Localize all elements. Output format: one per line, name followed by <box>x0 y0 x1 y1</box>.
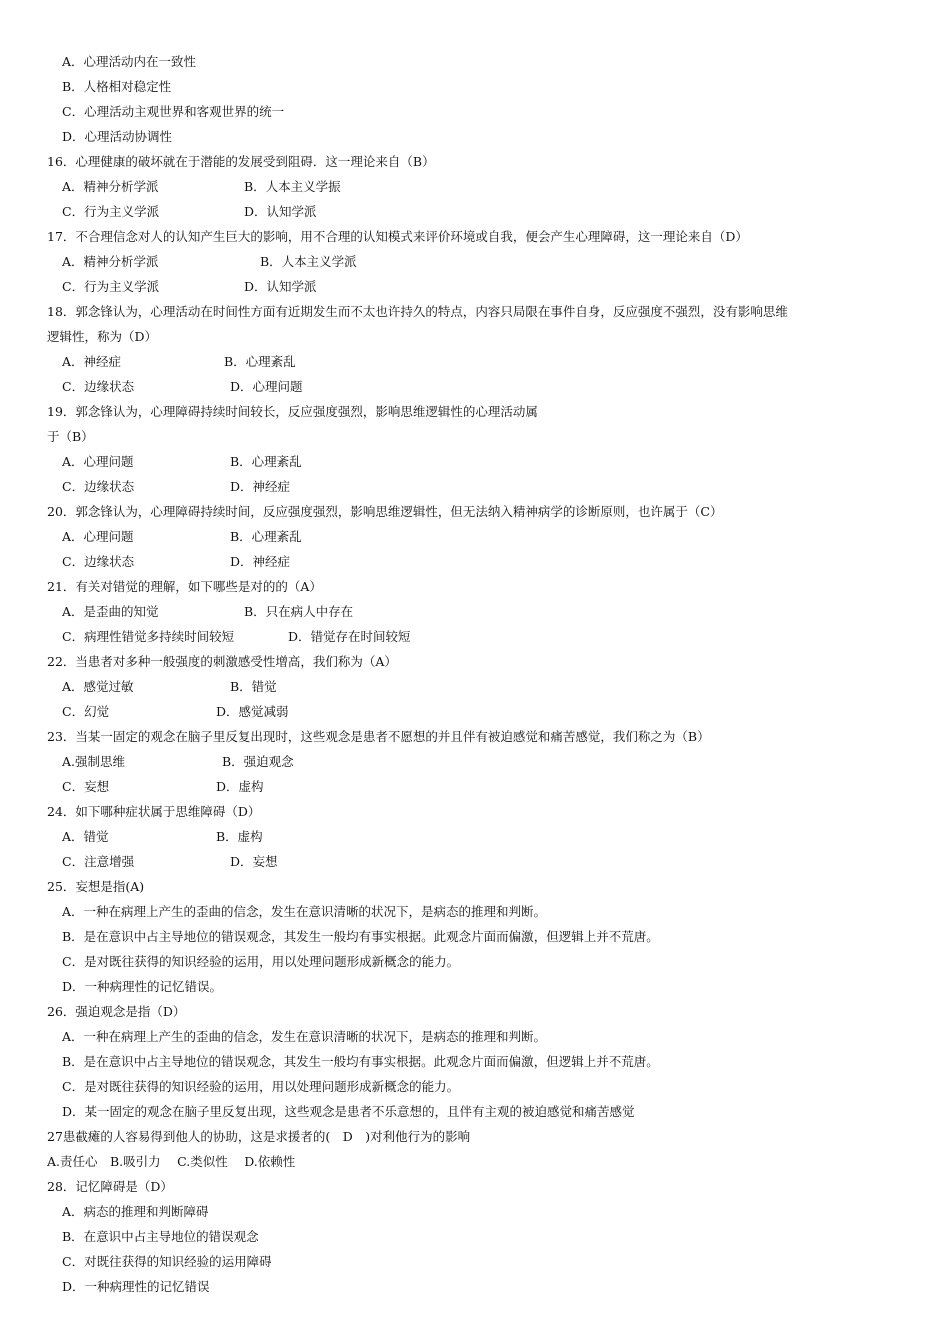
q25-option-a: A．一种在病理上产生的歪曲的信念，发生在意识清晰的状况下，是病态的推理和判断。 <box>62 904 547 919</box>
q21-option-a: A．是歪曲的知觉 <box>62 604 159 619</box>
q23-stem: 23．当某一固定的观念在脑子里反复出现时，这些观念是患者不愿想的并且伴有被迫感觉和痛苦感觉，我们称之为（B） <box>47 729 710 744</box>
q18-option-b: B．心理紊乱 <box>224 354 296 369</box>
q19-option-b: B．心理紊乱 <box>230 454 302 469</box>
q20-option-d: D．神经症 <box>230 554 291 569</box>
q22-option-d: D．感觉减弱 <box>216 704 289 719</box>
q23-option-a: A.强制思维 <box>62 754 126 769</box>
q16-option-a: A．精神分析学派 <box>62 179 159 194</box>
q20-option-b: B．心理紊乱 <box>230 529 302 544</box>
q18-option-c: C．边缘状态 <box>62 379 135 394</box>
q16-option-d: D．认知学派 <box>244 204 317 219</box>
q24-stem: 24．如下哪种症状属于思维障碍（D） <box>47 804 261 819</box>
q25-option-c: C．是对既往获得的知识经验的运用，用以处理问题形成新概念的能力。 <box>62 954 460 969</box>
q20-option-c: C．边缘状态 <box>62 554 135 569</box>
q28-option-d: D．一种病理性的记忆错误 <box>62 1279 210 1294</box>
q28-option-c: C．对既往获得的知识经验的运用障碍 <box>62 1254 272 1269</box>
q19-stem-line1: 19．郭念锋认为，心理障碍持续时间较长，反应强度强烈，影响思维逻辑性的心理活动属 <box>47 404 538 419</box>
q20-stem: 20．郭念锋认为，心理障碍持续时间，反应强度强烈，影响思维逻辑性，但无法纳入精神病学的诊断原则，也许属于（C） <box>47 504 723 519</box>
q27-options: A.责任心 B.吸引力 C.类似性 D.依赖性 <box>47 1154 296 1169</box>
q21-option-c: C．病理性错觉多持续时间较短 <box>62 629 235 644</box>
q23-option-c: C．妄想 <box>62 779 110 794</box>
q24-option-a: A．错觉 <box>62 829 109 844</box>
q25-option-b: B．是在意识中占主导地位的错误观念，其发生一般均有事实根据。此观念片面而偏激，但逻辑上并不荒唐。 <box>62 929 659 944</box>
q22-option-c: C．幻觉 <box>62 704 110 719</box>
q17-stem: 17．不合理信念对人的认知产生巨大的影响，用不合理的认知模式来评价环境或自我，便会产生心理障碍，这一理论来自（D） <box>47 229 748 244</box>
q25-stem: 25．妄想是指(A) <box>47 879 145 894</box>
q19-option-d: D．神经症 <box>230 479 291 494</box>
q28-option-a: A．病态的推理和判断障碍 <box>62 1204 209 1219</box>
q22-option-a: A．感觉过敏 <box>62 679 134 694</box>
q20-option-a: A．心理问题 <box>62 529 134 544</box>
q26-stem: 26．强迫观念是指（D） <box>47 1004 186 1019</box>
q15-option-a: A．心理活动内在一致性 <box>62 54 197 69</box>
q16-stem: 16．心理健康的破坏就在于潜能的发展受到阻碍．这一理论来自（B） <box>47 154 435 169</box>
q26-option-b: B．是在意识中占主导地位的错误观念，其发生一般均有事实根据。此观念片面而偏激，但逻辑上并不荒唐。 <box>62 1054 659 1069</box>
q21-option-b: B．只在病人中存在 <box>244 604 354 619</box>
q22-stem: 22．当患者对多种一般强度的刺激感受性增高，我们称为（A） <box>47 654 397 669</box>
q19-option-c: C．边缘状态 <box>62 479 135 494</box>
q17-option-b: B．人本主义学派 <box>260 254 357 269</box>
q17-option-d: D．认知学派 <box>244 279 317 294</box>
q23-option-b: B．强迫观念 <box>222 754 294 769</box>
q16-option-c: C．行为主义学派 <box>62 204 160 219</box>
q18-stem-line2: 逻辑性，称为（D） <box>47 329 158 344</box>
q19-option-a: A．心理问题 <box>62 454 134 469</box>
q17-option-a: A．精神分析学派 <box>62 254 159 269</box>
q23-option-d: D．虚构 <box>216 779 264 794</box>
q18-option-d: D．心理问题 <box>230 379 303 394</box>
q18-stem-line1: 18．郭念锋认为，心理活动在时间性方面有近期发生而不太也许持久的特点，内容只局限在事件自身，反应强度不强烈，没有影响思维 <box>47 304 788 319</box>
q26-option-d: D．某一固定的观念在脑子里反复出现，这些观念是患者不乐意想的，且伴有主观的被迫感觉和痛苦感觉 <box>62 1104 635 1119</box>
q24-option-c: C．注意增强 <box>62 854 135 869</box>
q25-option-d: D．一种病理性的记忆错误。 <box>62 979 223 994</box>
q21-stem: 21．有关对错觉的理解，如下哪些是对的的（A） <box>47 579 322 594</box>
q28-option-b: B．在意识中占主导地位的错误观念 <box>62 1229 259 1244</box>
q16-option-b: B．人本主义学振 <box>244 179 341 194</box>
q17-option-c: C．行为主义学派 <box>62 279 160 294</box>
q26-option-a: A．一种在病理上产生的歪曲的信念，发生在意识清晰的状况下，是病态的推理和判断。 <box>62 1029 547 1044</box>
q15-option-d: D．心理活动协调性 <box>62 129 173 144</box>
q19-stem-line2: 于（B） <box>47 429 94 444</box>
q24-option-d: D．妄想 <box>230 854 278 869</box>
q18-option-a: A．神经症 <box>62 354 122 369</box>
q15-option-b: B．人格相对稳定性 <box>62 79 172 94</box>
q15-option-c: C．心理活动主观世界和客观世界的统一 <box>62 104 285 119</box>
q26-option-c: C．是对既往获得的知识经验的运用，用以处理问题形成新概念的能力。 <box>62 1079 460 1094</box>
q24-option-b: B．虚构 <box>216 829 263 844</box>
q27-stem: 27患截瘫的人容易得到他人的协助，这是求援者的( D )对利他行为的影响 <box>47 1129 471 1144</box>
q21-option-d: D．错觉存在时间较短 <box>288 629 411 644</box>
q22-option-b: B．错觉 <box>230 679 277 694</box>
q28-stem: 28．记忆障碍是（D） <box>47 1179 173 1194</box>
